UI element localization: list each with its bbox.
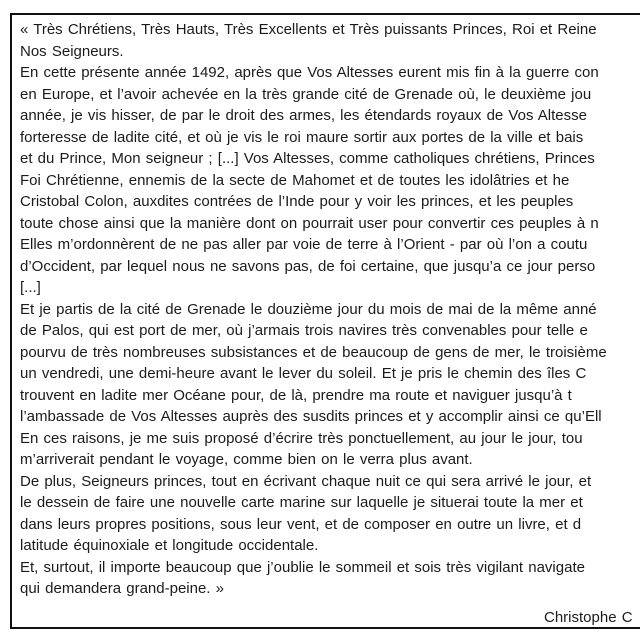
document-frame <box>10 13 640 629</box>
text-line: pourvu de très nombreuses subsistances et de beaucoup de gens de mer, le troisième <box>20 343 607 361</box>
text-line: Nos Seigneurs. <box>20 42 124 60</box>
text-line: l’ambassade de Vos Altesses auprès des susdits princes et y accomplir ainsi ce qu’Ell <box>20 408 602 425</box>
text-line: Cristobal Colon, auxdites contrées de l’Inde pour y voir les princes, et les peuples <box>20 193 574 210</box>
text-line: trouvent en ladite mer Océane pour, de là, prendre ma route et naviguer jusqu’à t <box>20 386 572 404</box>
text-line: « Très Chrétiens, Très Hauts, Très Excellents et Très puissants Princes, Roi et Reine <box>20 21 597 38</box>
text-line: En cette présente année 1492, après que Vos Altesses eurent mis fin à la guerre con <box>20 64 599 81</box>
text-line: Et, surtout, il importe beaucoup que j’oublie le sommeil et sois très vigilant navigate <box>20 558 585 576</box>
text-line: latitude équinoxiale et longitude occidentale. <box>20 537 319 554</box>
text-line: Elles m’ordonnèrent de ne pas aller par voie de terre à l’Orient - par où l’on a coutu <box>20 236 588 253</box>
text-line: le dessein de faire une nouvelle carte marine sur laquelle je situerai toute la mer et <box>20 494 583 511</box>
text-line: de Palos, qui est port de mer, où j’armais trois navires très convenables pour telle e <box>20 322 588 339</box>
text-line: dans leurs propres positions, sous leur vent, et de composer en outre un livre, et d <box>20 515 582 533</box>
text-line: [...] <box>20 279 41 296</box>
document-text <box>20 19 640 600</box>
text-line: De plus, Seigneurs princes, tout en écrivant chaque nuit ce qui sera arrivé le jour, et <box>20 472 592 490</box>
text-line: qui demandera grand-peine. » <box>20 580 224 597</box>
text-line: en Europe, et l’avoir achevée en la très grande cité de Grenade où, le deuxième jou <box>20 85 592 103</box>
text-line: année, je vis hisser, de par le droit des armes, les étendards royaux de Vos Altesse <box>20 107 587 124</box>
text-line: Et je partis de la cité de Grenade le douzième jour du mois de mai de la même anné <box>20 300 597 318</box>
text-line: forteresse de ladite cité, et où je vis le roi maure sortir aux portes de la ville et bais <box>20 128 584 146</box>
text-line: Foi Chrétienne, ennemis de la secte de Mahomet et de toutes les idolâtries et he <box>20 171 570 189</box>
text-line: En ces raisons, je me suis proposé d’écrire très ponctuellement, au jour le jour, tou <box>20 429 583 447</box>
text-line: toute chose ainsi que la manière dont on pourrait user pour convertir ces peuples à n <box>20 214 599 232</box>
signature: Christophe C <box>544 608 633 626</box>
text-line: un vendredi, une demi-heure avant le lever du soleil. Et je pris le chemin des îles C <box>20 365 587 382</box>
text-line: m’arriverait pendant le voyage, comme bien on le verra plus avant. <box>20 451 473 468</box>
text-line: et du Prince, Mon seigneur ; [...] Vos Altesses, comme catholiques chrétiens, Princes <box>20 150 595 167</box>
text-line: d’Occident, par lequel nous ne savons pas, de foi certaine, que jusqu’a ce jour perso <box>20 257 596 275</box>
